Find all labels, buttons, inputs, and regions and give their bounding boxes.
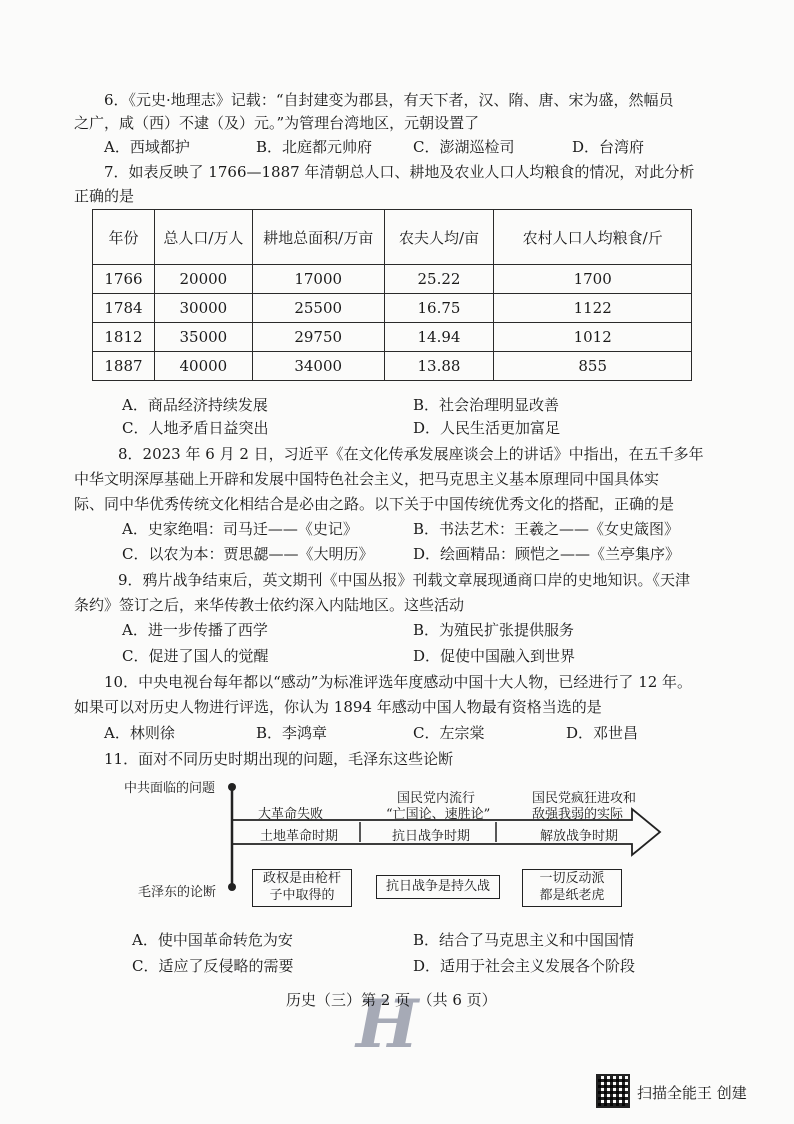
table-row [93, 323, 692, 352]
axis-top-dot [228, 783, 236, 791]
q8-stem-line1: 8．2023 年 6 月 2 日，习近平《在文化传承发展座谈会上的讲话》中指出，在五千多年 [118, 445, 704, 463]
q9-option-c[interactable]: C．促进了国人的觉醒 [122, 647, 269, 665]
q9-option-d[interactable]: D．促使中国融入到世界 [413, 647, 576, 665]
q11-option-a[interactable]: A．使中国革命转危为安 [132, 931, 293, 949]
problem-text: 国民党内流行 [397, 791, 476, 806]
q8-stem-line2: 中华文明深厚基础上开辟和发展中国特色社会主义，把马克思主义基本原理同中国具体实 [74, 470, 660, 488]
table-cell: 17000 [252, 265, 384, 294]
q8-option-a[interactable]: A．史家绝唱：司马迁——《史记》 [122, 520, 358, 538]
watermark-letter: H [356, 985, 419, 1063]
table-cell: 1812 [93, 323, 155, 352]
q10-option-c[interactable]: C．左宗棠 [413, 724, 485, 742]
page-number: 历史（三）第 2 页 （共 6 页） [286, 991, 497, 1009]
table-cell: 35000 [154, 323, 252, 352]
diagram-label-theses: 毛泽东的论断 [138, 885, 217, 900]
thesis-text: 抗日战争是持久战 [385, 879, 490, 894]
q11-timeline-diagram [120, 775, 680, 925]
table-header: 农夫人均/亩 [384, 210, 494, 265]
q7-stem-line1: 7．如表反映了 1766—1887 年清朝总人口、耕地及农业人口人均粮食的情况，对此分析 [104, 163, 695, 181]
thesis-box [252, 869, 352, 907]
q10-option-b[interactable]: B．李鸿章 [256, 724, 328, 742]
thesis-text: 都是纸老虎 [539, 888, 605, 903]
q6-option-c[interactable]: C．澎湖巡检司 [413, 138, 515, 156]
q9-option-a[interactable]: A．进一步传播了西学 [122, 621, 268, 639]
table-header: 总人口/万人 [154, 210, 252, 265]
q7-option-c[interactable]: C．人地矛盾日益突出 [122, 419, 269, 437]
q10-stem-line2: 如果可以对历史人物进行评选，你认为 1894 年感动中国人物最有资格当选的是 [74, 698, 602, 716]
table-cell: 29750 [252, 323, 384, 352]
q9-stem-line1: 9．鸦片战争结束后，英文期刊《中国丛报》刊载文章展现通商口岸的史地知识。《天津 [118, 571, 691, 589]
q10-stem-line1: 10．中央电视台每年都以“感动”为标准评选年度感动中国十大人物，已经进行了 12 年。 [104, 673, 693, 691]
q11-option-d[interactable]: D．适用于社会主义发展各个阶段 [413, 957, 636, 975]
problem-text: “亡国论、速胜论” [386, 807, 491, 822]
table-cell: 13.88 [384, 352, 494, 381]
thesis-box [522, 869, 622, 907]
table-row [93, 294, 692, 323]
q11-option-b[interactable]: B．结合了马克思主义和中国国情 [413, 931, 635, 949]
table-cell: 25500 [252, 294, 384, 323]
q8-stem-line3: 际、同中华优秀传统文化相结合是必由之路。以下关于中国传统优秀文化的搭配，正确的是 [74, 495, 675, 513]
q9-option-b[interactable]: B．为殖民扩张提供服务 [413, 621, 575, 639]
q6-option-b[interactable]: B．北庭都元帅府 [256, 138, 373, 156]
problem-text: 大革命失败 [258, 807, 324, 822]
table-header-row [93, 210, 692, 265]
thesis-text: 政权是由枪杆 [262, 871, 341, 886]
period-label: 解放战争时期 [540, 829, 619, 844]
diagram-label-problems: 中共面临的问题 [124, 781, 216, 796]
q11-option-c[interactable]: C．适应了反侵略的需要 [132, 957, 294, 975]
scanner-credit: 扫描全能王 创建 [637, 1084, 747, 1102]
q10-option-a[interactable]: A．林则徐 [104, 724, 175, 742]
table-cell: 40000 [154, 352, 252, 381]
q6-stem-line1: 6．《元史·地理志》记载：“自封建变为郡县，有天下者，汉、隋、唐、宋为盛，然幅员 [104, 91, 674, 109]
table-cell: 14.94 [384, 323, 494, 352]
table-cell: 20000 [154, 265, 252, 294]
q8-option-c[interactable]: C．以农为本：贾思勰——《大明历》 [122, 545, 374, 563]
thesis-text: 子中取得的 [269, 888, 335, 903]
table-header: 年份 [93, 210, 155, 265]
axis-bottom-dot [228, 883, 236, 891]
q7-option-a[interactable]: A．商品经济持续发展 [122, 396, 268, 414]
table-cell: 25.22 [384, 265, 494, 294]
table-row [93, 265, 692, 294]
table-cell: 1122 [494, 294, 692, 323]
q11-stem: 11．面对不同历史时期出现的问题，毛泽东这些论断 [104, 750, 454, 768]
table-header: 农村人口人均粮食/斤 [494, 210, 692, 265]
q7-option-d[interactable]: D．人民生活更加富足 [413, 419, 561, 437]
q9-stem-line2: 条约》签订之后，来华传教士依约深入内陆地区。这些活动 [74, 596, 465, 614]
problem-text: 敌强我弱的实际 [532, 807, 624, 822]
q6-stem-line2: 之广，咸（西）不逮（及）元。”为管理台湾地区，元朝设置了 [74, 114, 480, 132]
table-cell: 1700 [494, 265, 692, 294]
qr-code-icon [596, 1074, 630, 1108]
thesis-box [376, 875, 500, 899]
table-header: 耕地总面积/万亩 [252, 210, 384, 265]
q8-option-b[interactable]: B．书法艺术：王羲之——《女史箴图》 [413, 520, 680, 538]
q10-option-d[interactable]: D．邓世昌 [566, 724, 639, 742]
table-cell: 855 [494, 352, 692, 381]
period-label: 抗日战争时期 [392, 829, 471, 844]
table-cell: 1784 [93, 294, 155, 323]
period-label: 土地革命时期 [260, 829, 339, 844]
thesis-text: 一切反动派 [539, 871, 605, 886]
table-cell: 1766 [93, 265, 155, 294]
table-cell: 1887 [93, 352, 155, 381]
q7-option-b[interactable]: B．社会治理明显改善 [413, 396, 560, 414]
q8-option-d[interactable]: D．绘画精品：顾恺之——《兰亭集序》 [413, 545, 681, 563]
q7-data-table [92, 209, 692, 381]
q6-option-d[interactable]: D．台湾府 [572, 138, 645, 156]
table-cell: 34000 [252, 352, 384, 381]
q7-stem-line2: 正确的是 [74, 187, 135, 205]
table-row [93, 352, 692, 381]
table-cell: 30000 [154, 294, 252, 323]
table-cell: 1012 [494, 323, 692, 352]
problem-text: 国民党疯狂进攻和 [532, 791, 637, 806]
q6-option-a[interactable]: A．西域都护 [104, 138, 190, 156]
table-cell: 16.75 [384, 294, 494, 323]
